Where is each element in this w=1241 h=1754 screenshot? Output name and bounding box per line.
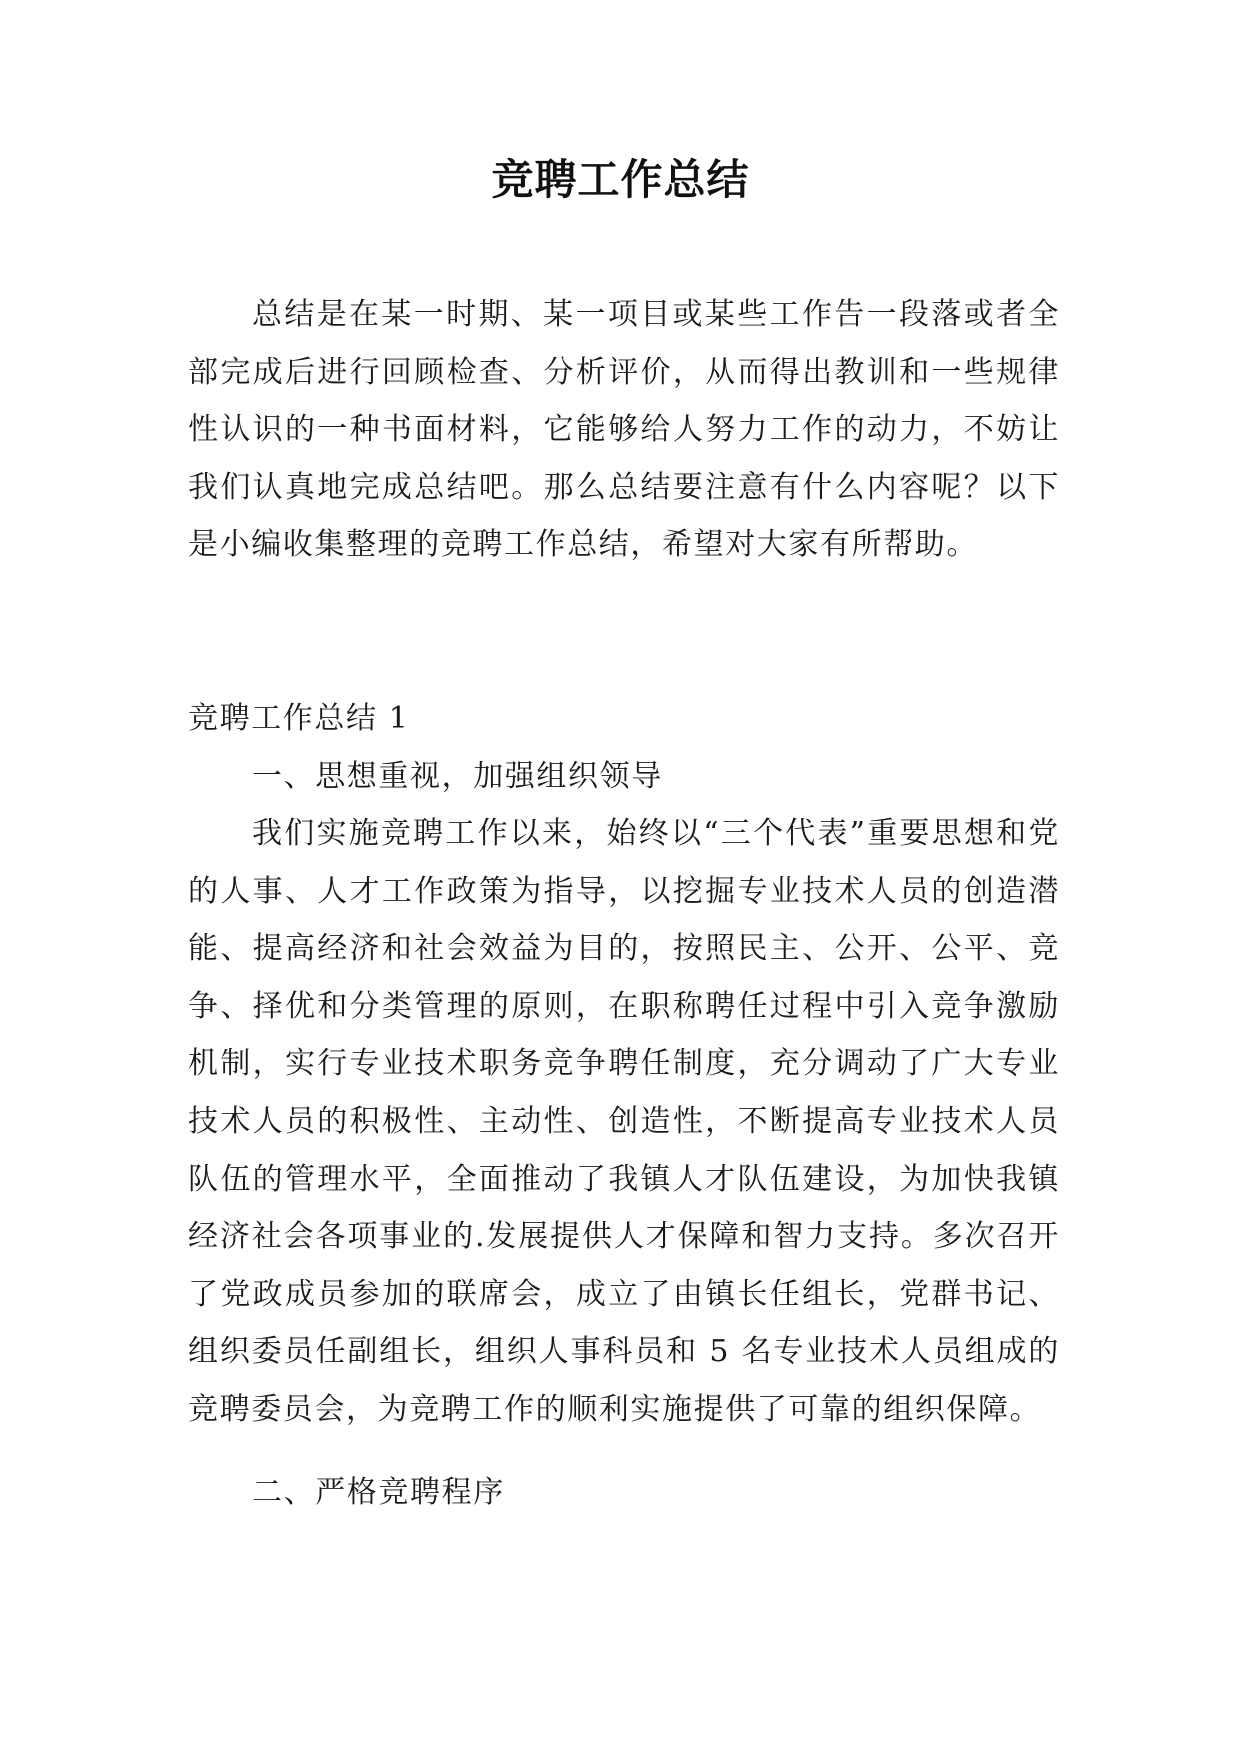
subsection-heading-1: 一、思想重视，加强组织领导: [252, 759, 663, 794]
section-heading: 竞聘工作总结 1: [188, 701, 410, 736]
document-title: 竞聘工作总结: [491, 155, 750, 204]
subsection-body-1: 我们实施竞聘工作以来，始终以“三个代表”重要思想和党的人事、人才工作政策为指导，以挖掘专业技术人员的创造潜能、提高经济和社会效益为目的，按照民主、公开、公平、竞争、择优和分类管理的原则，在职称聘任过程中引入竞争激励机制，实行专业技术职务竞争聘任制度，充分调动了广大专业技术人员的积极性、主动性、创造性，不断提高专业技术人员队伍的管理水平，全面推动了我镇人才队伍建设，为加快我镇经济社会各项事业的.发展提供人才保障和智力支持。多次召开了党政成员参加的联席会，成立了由镇长任组长，党群书记、组织委员任副组长，组织人事科员和 5 名专业技术人员组成的竞聘委员会，为竞聘工作的顺利实施提供了可靠的组织保障。: [188, 816, 1060, 1427]
intro-paragraph: 总结是在某一时期、某一项目或某些工作告一段落或者全部完成后进行回顾检查、分析评价，从而得出教训和一些规律性认识的一种书面材料，它能够给人努力工作的动力，不妨让我们认真地完成总结吧。那么总结要注意有什么内容呢？以下是小编收集整理的竞聘工作总结，希望对大家有所帮助。: [188, 297, 1060, 563]
subsection-heading-2: 二、严格竞聘程序: [252, 1475, 505, 1510]
